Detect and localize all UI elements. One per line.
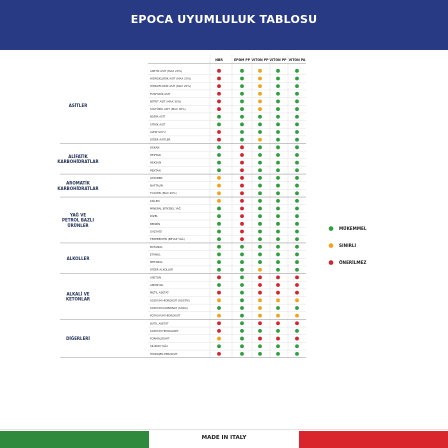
rating-dot-not-recommended (240, 199, 244, 203)
rating-dot-excellent (295, 107, 299, 111)
column-header-1: NBR (215, 58, 223, 62)
rating-dot-excellent (295, 344, 299, 348)
row-name: BENZİN (150, 221, 161, 226)
rating-dot-excellent (258, 207, 262, 211)
rating-dot-not-recommended (240, 153, 244, 157)
rating-dot-not-recommended (295, 283, 299, 287)
group-label-6: ALKALİ VE KETONLAR (65, 291, 91, 302)
rating-dot-excellent (295, 306, 299, 310)
rating-dot-excellent (258, 130, 262, 134)
rating-dot-not-recommended (240, 145, 244, 149)
rating-dot-excellent (258, 352, 262, 356)
rating-dot-excellent (240, 69, 244, 73)
row-name: GAZYAĞI (150, 229, 162, 234)
rating-dot-excellent (276, 122, 280, 126)
rating-dot-excellent (258, 214, 262, 218)
row-name: ASETON (150, 275, 162, 280)
rating-dot-excellent (240, 138, 244, 142)
rating-dot-excellent (258, 191, 262, 195)
rating-dot-excellent (295, 168, 299, 172)
rating-dot-excellent (295, 191, 299, 195)
rating-dot-excellent (240, 100, 244, 104)
rating-dot-not-recommended (258, 291, 262, 295)
row-name: LİMONEN (150, 175, 163, 180)
rating-dot-excellent (276, 138, 280, 142)
row-name: TOLUEN (MAX 40%) (150, 191, 177, 196)
rating-dot-excellent (258, 168, 262, 172)
rating-dot-not-recommended (217, 100, 221, 104)
group-label-4: YAĞ VE PETROL BAZLI ÜRÜNLER (62, 212, 94, 228)
row-name: MİNERAL BİTKİSEL YAĞ (150, 206, 181, 211)
rating-dot-not-recommended (295, 291, 299, 295)
rating-dot-limited (258, 100, 262, 104)
rating-dot-excellent (295, 207, 299, 211)
rating-dot-excellent (240, 122, 244, 126)
rating-dot-limited (258, 92, 262, 96)
rating-dot-excellent (295, 222, 299, 226)
row-name: HEKSAN (150, 160, 162, 165)
row-name: NAFTALİN (150, 183, 163, 188)
rating-dot-excellent (295, 245, 299, 249)
column-header-2: EPDM PP (233, 58, 251, 62)
rating-dot-excellent (276, 191, 280, 195)
rating-dot-excellent (276, 199, 280, 203)
rating-dot-not-recommended (240, 207, 244, 211)
rating-dot-excellent (276, 222, 280, 226)
rating-dot-excellent (258, 184, 262, 188)
footer-divider (0, 429, 448, 430)
rating-dot-excellent (217, 214, 221, 218)
row-name: KSİLEN (150, 198, 160, 203)
flag-green-band (0, 431, 149, 448)
rating-dot-excellent (217, 145, 221, 149)
rating-dot-excellent (240, 314, 244, 318)
rating-dot-excellent (295, 153, 299, 157)
rating-dot-limited (258, 268, 262, 272)
rating-dot-excellent (240, 352, 244, 356)
rating-dot-excellent (258, 237, 262, 241)
rating-dot-excellent (295, 176, 299, 180)
rating-dot-excellent (240, 337, 244, 341)
rating-dot-not-recommended (240, 230, 244, 234)
rating-dot-excellent (258, 115, 262, 119)
rating-dot-excellent (258, 222, 262, 226)
rating-dot-excellent (217, 222, 221, 226)
rating-dot-excellent (240, 291, 244, 295)
rating-dot-excellent (217, 161, 221, 165)
rating-dot-excellent (258, 329, 262, 333)
rating-dot-excellent (295, 268, 299, 272)
rating-dot-excellent (217, 153, 221, 157)
row-name: ASETİK ASİT (MAX 20%) (150, 68, 183, 73)
rating-dot-excellent (258, 245, 262, 249)
rating-dot-excellent (217, 253, 221, 257)
rating-dot-excellent (276, 92, 280, 96)
rating-dot-excellent (295, 329, 299, 333)
row-name: BUTANOL (150, 244, 163, 249)
rating-dot-excellent (295, 84, 299, 88)
rating-dot-excellent (240, 107, 244, 111)
rating-dot-limited (217, 298, 221, 302)
group-label-1: ASİTLER (68, 102, 88, 108)
row-name: POTASYUM HİDROKSİT (150, 313, 181, 318)
legend-dot-2 (329, 243, 334, 248)
row-name: METİL ASETAT (150, 290, 169, 295)
row-name: DİĞER ASİTLER (150, 137, 171, 142)
row-name: SODYUM KARBONAT (SODA) (150, 305, 188, 310)
rating-dot-excellent (295, 92, 299, 96)
legend-dot-1 (329, 226, 334, 231)
rating-dot-excellent (217, 245, 221, 249)
rating-dot-excellent (240, 321, 244, 325)
rating-dot-limited (258, 107, 262, 111)
row-name: ETANOL (150, 252, 161, 257)
rating-dot-excellent (295, 230, 299, 234)
rating-dot-excellent (295, 100, 299, 104)
rating-dot-not-recommended (258, 275, 262, 279)
rating-dot-excellent (240, 283, 244, 287)
rating-dot-excellent (276, 344, 280, 348)
row-name: SÜLFÜRİK ASİT (MAX 30%) (150, 107, 186, 112)
rating-dot-not-recommended (217, 107, 221, 111)
rating-dot-excellent (258, 161, 262, 165)
row-name: AMONYAK (150, 283, 164, 287)
rating-dot-not-recommended (217, 321, 221, 325)
rating-dot-excellent (276, 237, 280, 241)
rating-dot-not-recommended (276, 321, 280, 325)
rating-dot-not-recommended (217, 69, 221, 73)
rating-dot-excellent (276, 329, 280, 333)
rating-dot-excellent (258, 260, 262, 264)
rating-dot-limited (258, 314, 262, 318)
rating-dot-excellent (276, 207, 280, 211)
rating-dot-excellent (276, 145, 280, 149)
rating-dot-not-recommended (240, 237, 244, 241)
rating-dot-excellent (240, 306, 244, 310)
made-in-italy-label: MADE IN ITALY (201, 435, 247, 441)
row-name: PENTAN (150, 168, 161, 173)
rating-dot-excellent (295, 199, 299, 203)
row-name: HİDROKLORİK ASİT (MAX 20%) (150, 76, 192, 81)
group-label-7: DİĞERLERİ (66, 336, 90, 342)
rating-dot-excellent (276, 253, 280, 257)
rating-dot-excellent (276, 168, 280, 172)
rating-dot-limited (295, 314, 299, 318)
rating-dot-not-recommended (295, 321, 299, 325)
rating-dot-not-recommended (240, 214, 244, 218)
row-name: FORMALDEHİT (150, 336, 170, 341)
rating-dot-excellent (217, 237, 221, 241)
rating-dot-excellent (276, 352, 280, 356)
rating-dot-excellent (240, 130, 244, 134)
rating-dot-not-recommended (295, 275, 299, 279)
row-name: FOSFORİK ASİT (150, 91, 171, 96)
rating-dot-excellent (295, 253, 299, 257)
rating-dot-excellent (240, 268, 244, 272)
rating-dot-excellent (276, 306, 280, 310)
rating-dot-excellent (240, 329, 244, 333)
rating-dot-excellent (258, 153, 262, 157)
rating-dot-not-recommended (217, 291, 221, 295)
rating-dot-excellent (295, 69, 299, 73)
rating-dot-excellent (295, 260, 299, 264)
rating-dot-limited (258, 84, 262, 88)
rating-dot-not-recommended (258, 337, 262, 341)
group-label-3: AROMATİK KARBOHİDRATLAR (57, 180, 99, 191)
rating-dot-excellent (258, 145, 262, 149)
row-name: SİTRİK ASİT (150, 122, 166, 127)
rating-dot-excellent (240, 253, 244, 257)
rating-dot-not-recommended (276, 291, 280, 295)
rating-dot-not-recommended (217, 352, 221, 356)
rating-dot-excellent (240, 84, 244, 88)
rating-dot-excellent (217, 306, 221, 310)
rating-dot-not-recommended (240, 176, 244, 180)
rating-dot-excellent (217, 283, 221, 287)
rating-dot-limited (258, 77, 262, 81)
row-name: ALTIN SUYU (150, 130, 166, 134)
rating-dot-excellent (258, 253, 262, 257)
rating-dot-excellent (295, 122, 299, 126)
rating-dot-limited (217, 184, 221, 188)
rating-dot-excellent (217, 260, 221, 264)
rating-dot-excellent (276, 115, 280, 119)
row-name: BUTİL ASETAT (150, 321, 169, 326)
rating-dot-limited (258, 298, 262, 302)
row-name: DİZEL (150, 214, 158, 219)
rating-dot-excellent (276, 69, 280, 73)
rating-dot-excellent (240, 77, 244, 81)
row-name: TEREBENTİN (BEYAZ YAĞ) (150, 237, 185, 242)
rating-dot-not-recommended (217, 77, 221, 81)
rating-dot-limited (258, 69, 262, 73)
rating-dot-excellent (295, 237, 299, 241)
rating-dot-excellent (276, 230, 280, 234)
rating-dot-excellent (240, 245, 244, 249)
rating-dot-excellent (217, 122, 221, 126)
rating-dot-excellent (258, 230, 262, 234)
group-label-5: ALKOLLER (66, 255, 90, 261)
row-name: SODYUM HİDROKSİT (KOSTİK) (150, 298, 190, 303)
rating-dot-not-recommended (217, 84, 221, 88)
rating-dot-excellent (217, 115, 221, 119)
rating-dot-excellent (240, 275, 244, 279)
rating-dot-excellent (258, 176, 262, 180)
rating-dot-excellent (258, 344, 262, 348)
rating-dot-limited (258, 138, 262, 142)
rating-dot-not-recommended (276, 283, 280, 287)
row-name: BORİK ASİT (150, 114, 166, 119)
rating-dot-excellent (276, 153, 280, 157)
group-label-2: ALİFATİK KARBOHİDRATLAR (57, 153, 99, 164)
rating-dot-not-recommended (217, 138, 221, 142)
row-name: METANOL (150, 260, 163, 265)
rating-dot-excellent (276, 176, 280, 180)
legend-label-2: SINIRLI (339, 243, 357, 248)
rating-dot-excellent (295, 184, 299, 188)
rating-dot-not-recommended (240, 161, 244, 165)
rating-dot-excellent (295, 130, 299, 134)
column-header-5: VITON PA (288, 58, 306, 62)
rating-dot-not-recommended (217, 275, 221, 279)
rating-dot-excellent (295, 115, 299, 119)
legend-label-3: ÖNERİLMEZ (339, 260, 367, 265)
rating-dot-excellent (276, 214, 280, 218)
rating-dot-excellent (258, 199, 262, 203)
rating-dot-not-recommended (295, 337, 299, 341)
rating-dot-limited (217, 337, 221, 341)
row-name: SODYUM HİPOKLORİT (150, 328, 179, 333)
rating-dot-excellent (276, 260, 280, 264)
rating-dot-excellent (276, 100, 280, 104)
flag-red-band (299, 431, 448, 448)
rating-dot-excellent (295, 161, 299, 165)
rating-dot-not-recommended (217, 130, 221, 134)
rating-dot-excellent (295, 352, 299, 356)
rating-dot-excellent (217, 344, 221, 348)
rating-dot-excellent (240, 92, 244, 96)
rating-dot-excellent (276, 184, 280, 188)
row-name: DİĞER ALKOLLER (150, 267, 173, 272)
rating-dot-limited (217, 199, 221, 203)
rating-dot-excellent (276, 107, 280, 111)
rating-dot-limited (276, 314, 280, 318)
column-header-4: VITON PP (269, 58, 287, 62)
rating-dot-excellent (276, 268, 280, 272)
rating-dot-not-recommended (240, 191, 244, 195)
rating-dot-not-recommended (258, 283, 262, 287)
rating-dot-excellent (295, 145, 299, 149)
rating-dot-limited (217, 176, 221, 180)
page-title: EPOCA UYUMLULUK TABLOSU (130, 13, 318, 26)
rating-dot-excellent (276, 84, 280, 88)
rating-dot-excellent (240, 260, 244, 264)
rating-dot-not-recommended (240, 222, 244, 226)
rating-dot-excellent (240, 298, 244, 302)
rating-dot-excellent (217, 207, 221, 211)
row-name: HİDROJEN PEROKSİT (150, 351, 178, 356)
rating-dot-not-recommended (240, 168, 244, 172)
rating-dot-limited (258, 306, 262, 310)
rating-dot-excellent (276, 161, 280, 165)
rating-dot-excellent (276, 245, 280, 249)
legend-dot-3 (329, 260, 334, 265)
rating-dot-not-recommended (240, 184, 244, 188)
rating-dot-excellent (276, 77, 280, 81)
row-name: NİTRİT ASİT (MAX 30%) (150, 99, 182, 104)
rating-dot-limited (217, 314, 221, 318)
rating-dot-excellent (217, 168, 221, 172)
rating-dot-excellent (295, 77, 299, 81)
rating-dot-excellent (217, 268, 221, 272)
rating-dot-not-recommended (258, 321, 262, 325)
rating-dot-excellent (295, 138, 299, 142)
rating-dot-excellent (240, 344, 244, 348)
rating-dot-excellent (295, 214, 299, 218)
row-name: HİDROFLORİK ASİT (MAX 20%) (150, 84, 191, 89)
rating-dot-limited (217, 191, 221, 195)
row-name: SİLİKON YAĞI (150, 344, 168, 349)
row-name: DEKAN (150, 145, 160, 150)
row-name: HEPTAN (150, 152, 161, 157)
column-header-3: VITON PP (251, 58, 269, 62)
rating-dot-excellent (276, 130, 280, 134)
rating-dot-limited (276, 298, 280, 302)
rating-dot-not-recommended (276, 275, 280, 279)
rating-dot-excellent (217, 230, 221, 234)
rating-dot-excellent (258, 122, 262, 126)
rating-dot-not-recommended (217, 329, 221, 333)
rating-dot-not-recommended (276, 337, 280, 341)
legend-label-1: MÜKEMMEL (339, 226, 367, 231)
rating-dot-not-recommended (217, 92, 221, 96)
rating-dot-limited (295, 298, 299, 302)
rating-dot-excellent (240, 115, 244, 119)
